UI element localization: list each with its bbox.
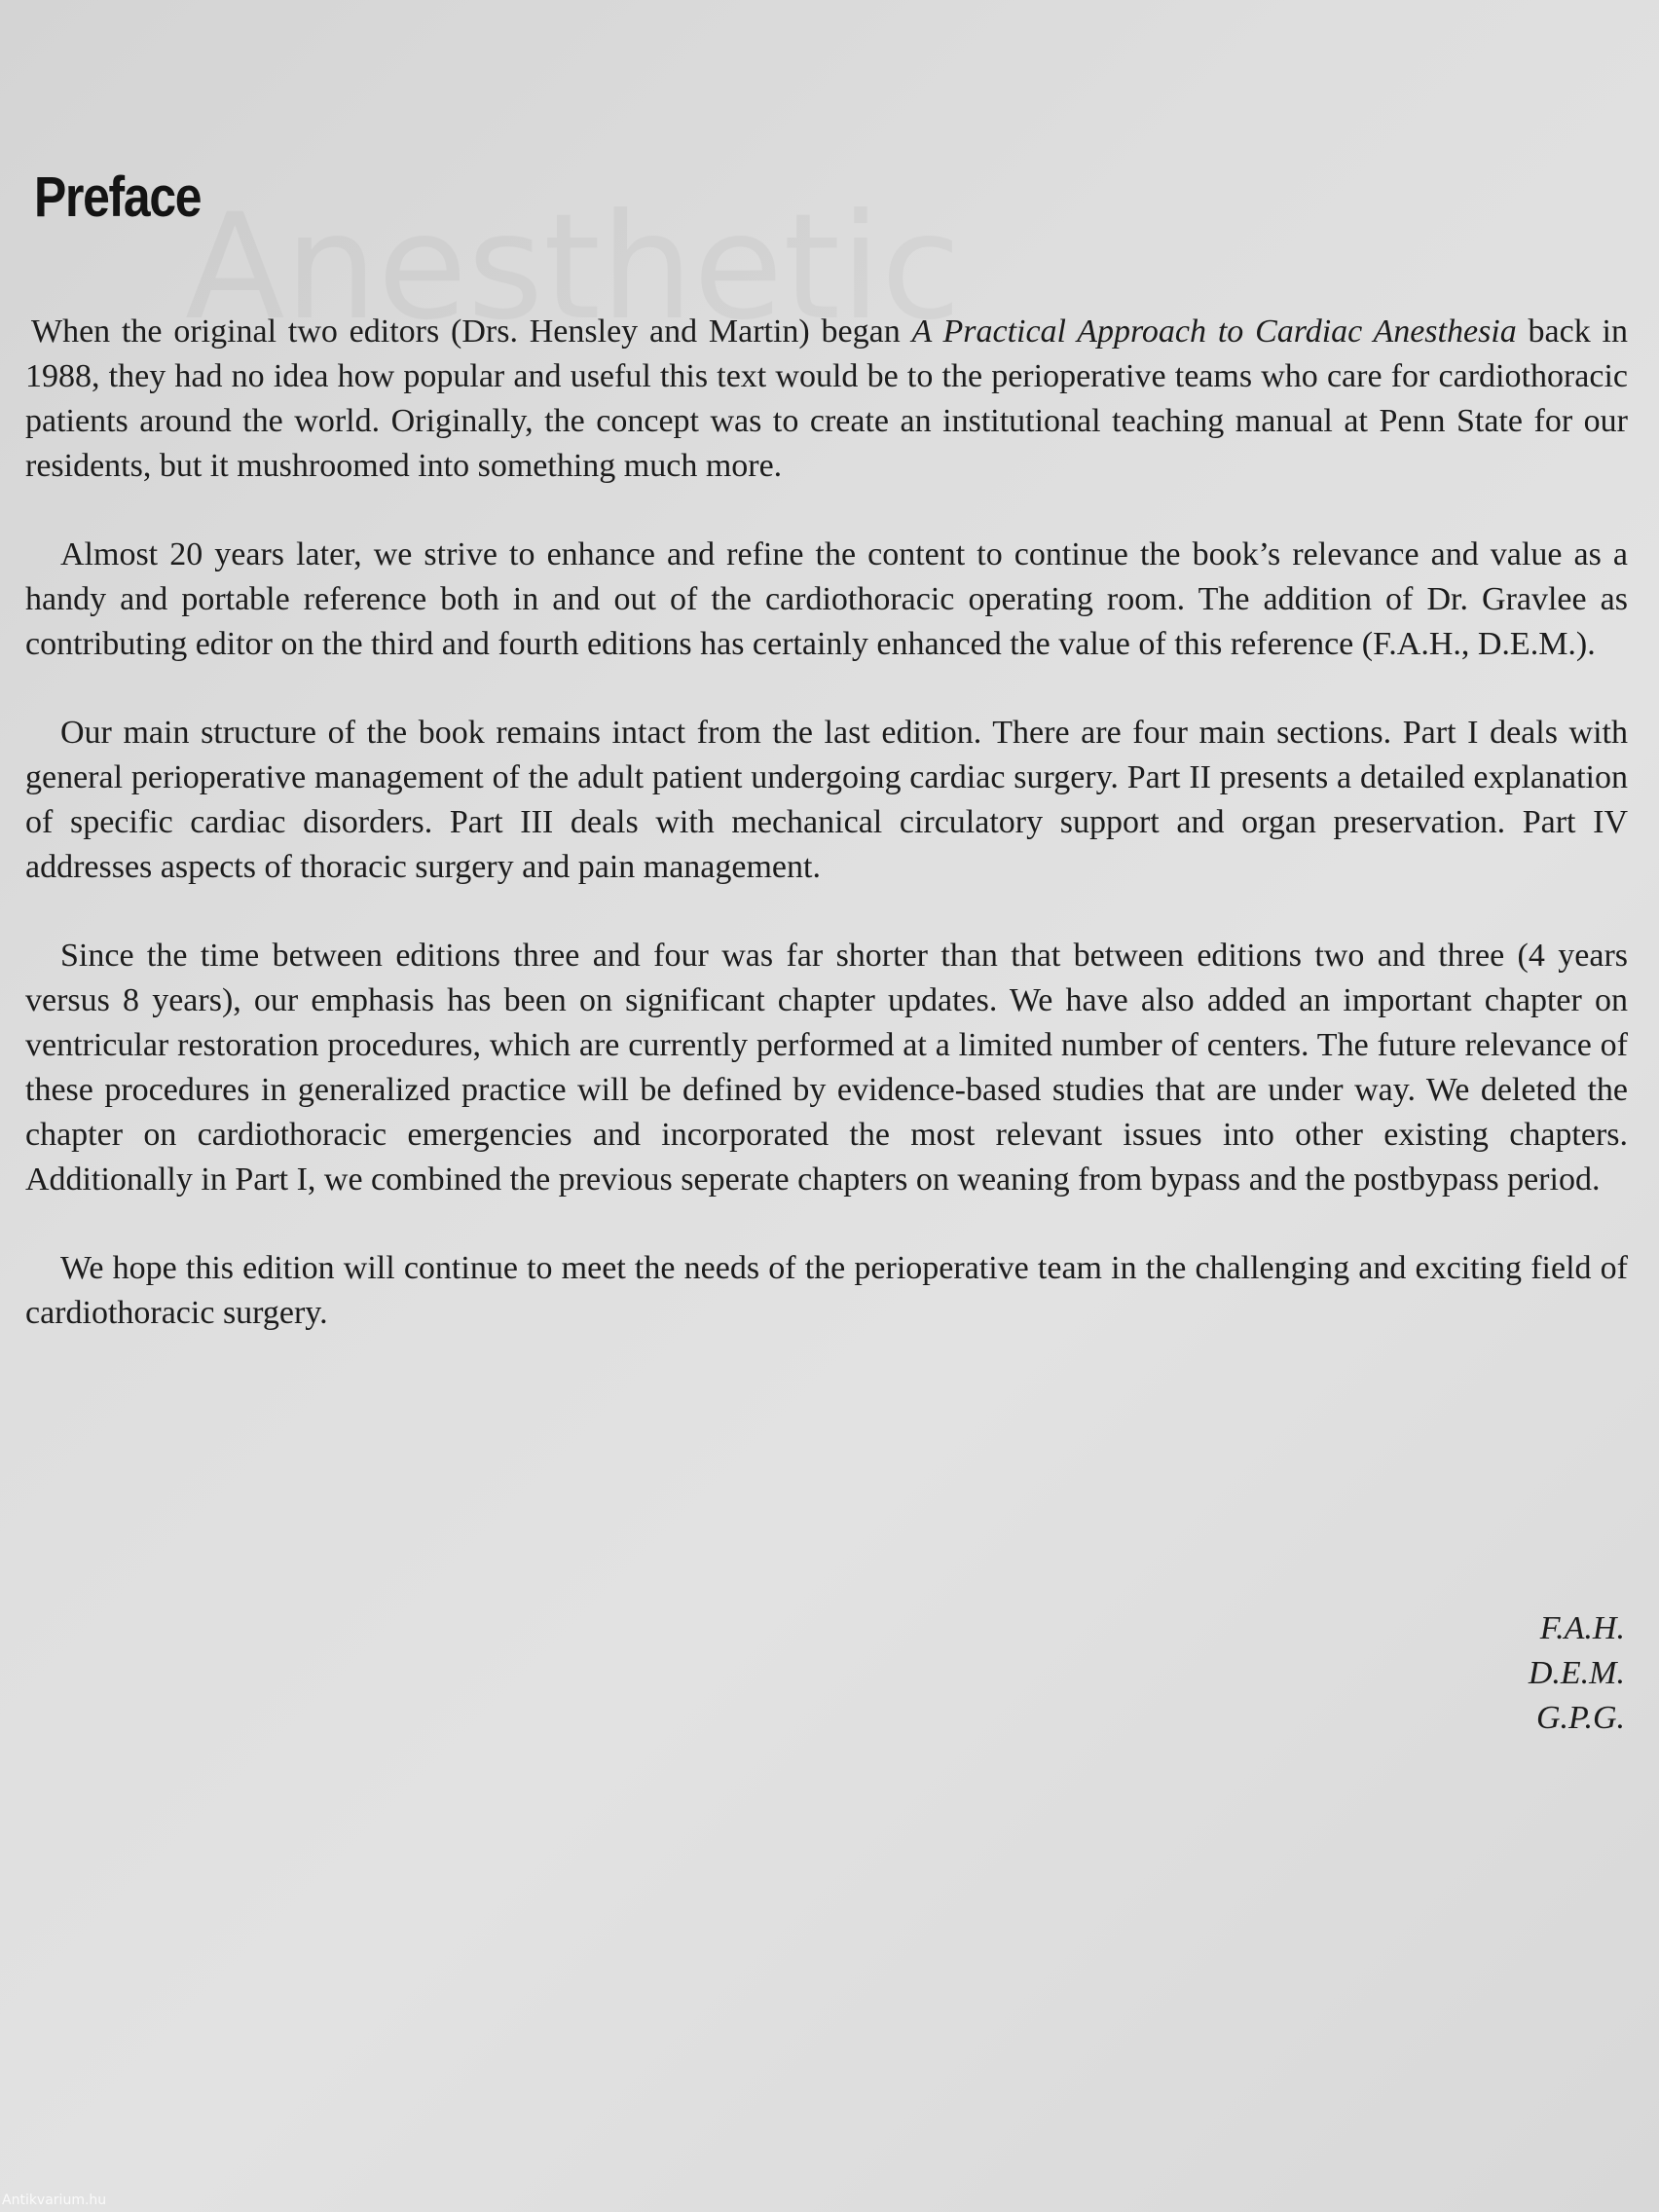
page-title: Preface	[34, 166, 202, 229]
editor-initials	[1529, 1606, 1625, 1741]
paragraph-1-rest: back in 1988, they had no idea how popular and useful this text would be to the perioperative teams who care for cardiothoracic patients around the world. Originally, the concept was to create an institutional teaching manual at Penn State for our residents, but it mushroomed into something much more.	[25, 313, 1628, 484]
paragraph-2: Almost 20 years later, we strive to enhance and refine the content to continue the book’s relevance and value as a handy and portable reference both in and out of the cardiothoracic operating room. The addition of Dr. Gravlee as contributing editor on the third and fourth editions has certainly enhanced the value of this reference (F.A.H., D.E.M.).	[25, 536, 1628, 662]
paragraph-5: We hope this edition will continue to meet the needs of the perioperative team in the challenging and exciting field of cardiothoracic surgery.	[25, 1250, 1628, 1331]
paragraph-1	[25, 310, 1628, 489]
initials-fah: F.A.H.	[1539, 1610, 1625, 1646]
watermark-stamp: Antikvarium.hu	[2, 2193, 107, 2208]
paragraph-4: Since the time between editions three and four was far shorter than that between editions two and three (4 years versus 8 years), our emphasis has been on significant chapter updates. We have also added an important chapter on ventricular restoration procedures, which are currently performed at a limited number of centers. The future relevance of these procedures in generalized practice will be defined by evidence-based studies that are under way. We deleted the chapter on cardiothoracic emergencies and incorporated the most relevant issues into other existing chapters. Additionally in Part I, we combined the previous seperate chapters on weaning from bypass and the postbypass period.	[25, 938, 1628, 1198]
paragraph-3: Our main structure of the book remains intact from the last edition. There are four main sections. Part I deals with general perioperative management of the adult patient undergoing cardiac surgery. Part II presents a detailed explanation of specific cardiac disorders. Part III deals with mechanical circulatory support and organ preservation. Part IV addresses aspects of thoracic surgery and pain management.	[25, 715, 1628, 885]
book-title: A Practical Approach to Cardiac Anesthesia	[911, 313, 1517, 350]
preface-body	[25, 310, 1628, 1380]
initials-gpg: G.P.G.	[1536, 1700, 1625, 1736]
initials-dem: D.E.M.	[1528, 1655, 1625, 1691]
paragraph-1-lead: When the original two editors (Drs. Hensley and Martin) began	[31, 313, 912, 350]
